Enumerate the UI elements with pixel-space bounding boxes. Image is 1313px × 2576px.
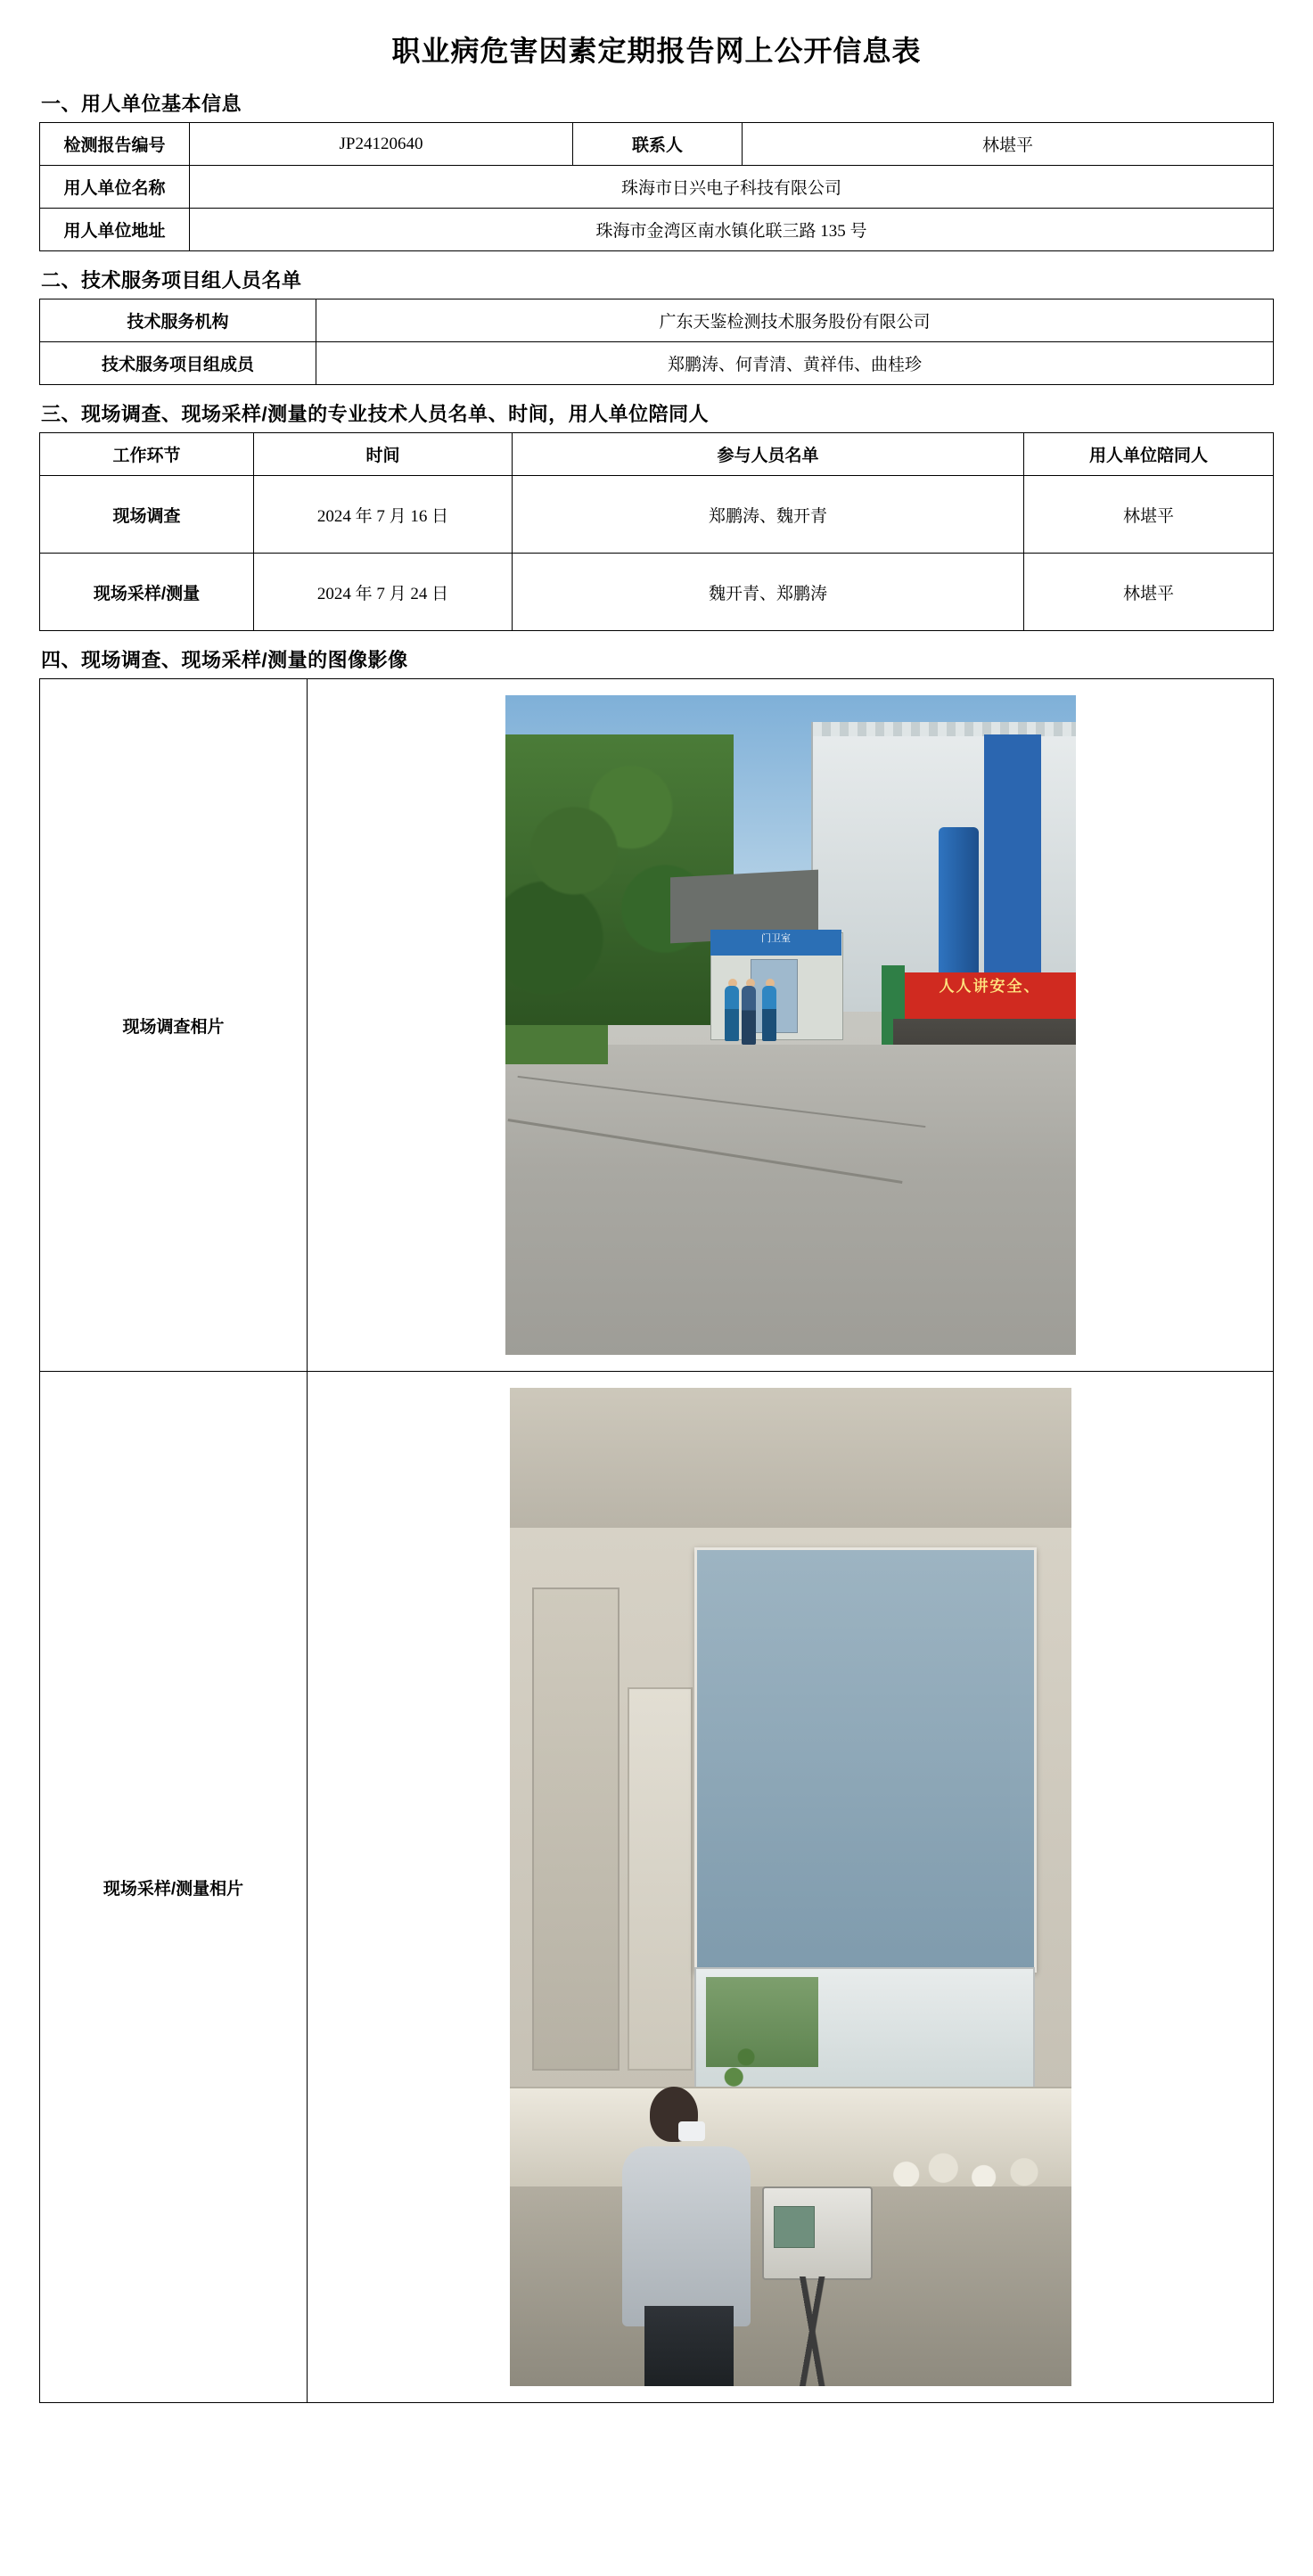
employer-address-value: 珠海市金湾区南水镇化联三路 135 号 [190, 209, 1274, 251]
date-value: 2024 年 7 月 16 日 [254, 476, 513, 554]
contact-label: 联系人 [573, 123, 743, 166]
report-no-value: JP24120640 [190, 123, 573, 166]
photo1-label: 现场调查相片 [40, 679, 308, 1372]
table-row [40, 554, 1274, 631]
participants-value: 郑鹏涛、魏开青 [513, 476, 1024, 554]
employer-address-label: 用人单位地址 [40, 209, 190, 251]
service-team-table [39, 299, 1274, 385]
face-mask-icon [678, 2121, 705, 2141]
photo-table [39, 678, 1274, 2403]
instrument-display [774, 2206, 815, 2248]
wall-panel [628, 1687, 693, 2071]
table-row [40, 123, 1274, 166]
photo2-cell [308, 1372, 1274, 2403]
column-header-date: 时间 [254, 433, 513, 476]
accompany-value: 林堪平 [1024, 476, 1274, 554]
blue-wall-panel [984, 734, 1041, 998]
sampling-photo [510, 1388, 1071, 2386]
team-members-label: 技术服务项目组成员 [40, 342, 316, 385]
person-figure [742, 986, 756, 1045]
interior-door [532, 1587, 620, 2071]
column-header-accompany: 用人单位陪同人 [1024, 433, 1274, 476]
table-header-row [40, 433, 1274, 476]
section-heading-4: 四、现场调查、现场采样/测量的图像影像 [41, 649, 408, 671]
person-figure [725, 986, 739, 1041]
table-row [40, 166, 1274, 209]
service-org-value: 广东天鉴检测技术服务股份有限公司 [316, 299, 1274, 342]
stage-value: 现场采样/测量 [40, 554, 254, 631]
photo2-label: 现场采样/测量相片 [40, 1372, 308, 2403]
section-heading-1: 一、用人单位基本信息 [41, 93, 242, 115]
ceiling-region [510, 1388, 1071, 1530]
section-heading-2: 二、技术服务项目组人员名单 [41, 269, 302, 291]
employer-name-value: 珠海市日兴电子科技有限公司 [190, 166, 1274, 209]
table-row [40, 299, 1274, 342]
participants-value: 魏开青、郑鹏涛 [513, 554, 1024, 631]
contact-value: 林堪平 [743, 123, 1274, 166]
section-heading-3: 三、现场调查、现场采样/测量的专业技术人员名单、时间，用人单位陪同人 [41, 403, 710, 425]
stage-value: 现场调查 [40, 476, 254, 554]
tripod-stand [767, 2277, 858, 2386]
table-row [40, 342, 1274, 385]
field-work-table [39, 432, 1274, 631]
site-survey-photo [505, 695, 1076, 1355]
safety-banner: 人人讲安全、 [905, 972, 1076, 1019]
accompany-value: 林堪平 [1024, 554, 1274, 631]
window-blind [694, 1547, 1037, 1972]
table-row [40, 1372, 1274, 2403]
guard-house-sign: 门卫室 [710, 930, 841, 956]
page-title: 职业病危害因素定期报告网上公开信息表 [391, 35, 922, 67]
employer-name-label: 用人单位名称 [40, 166, 190, 209]
column-header-stage: 工作环节 [40, 433, 254, 476]
column-header-participants: 参与人员名单 [513, 433, 1024, 476]
concrete-ground [505, 1045, 1076, 1355]
report-no-label: 检测报告编号 [40, 123, 190, 166]
service-org-label: 技术服务机构 [40, 299, 316, 342]
table-row [40, 209, 1274, 251]
worker-body [622, 2146, 751, 2326]
table-row [40, 679, 1274, 1372]
employer-info-table [39, 122, 1274, 251]
worker-legs [644, 2306, 734, 2386]
grass-strip [505, 1025, 608, 1064]
photo1-cell [308, 679, 1274, 1372]
table-row [40, 476, 1274, 554]
team-members-value: 郑鹏涛、何青清、黄祥伟、曲桂珍 [316, 342, 1274, 385]
date-value: 2024 年 7 月 24 日 [254, 554, 513, 631]
person-figure [762, 986, 776, 1041]
